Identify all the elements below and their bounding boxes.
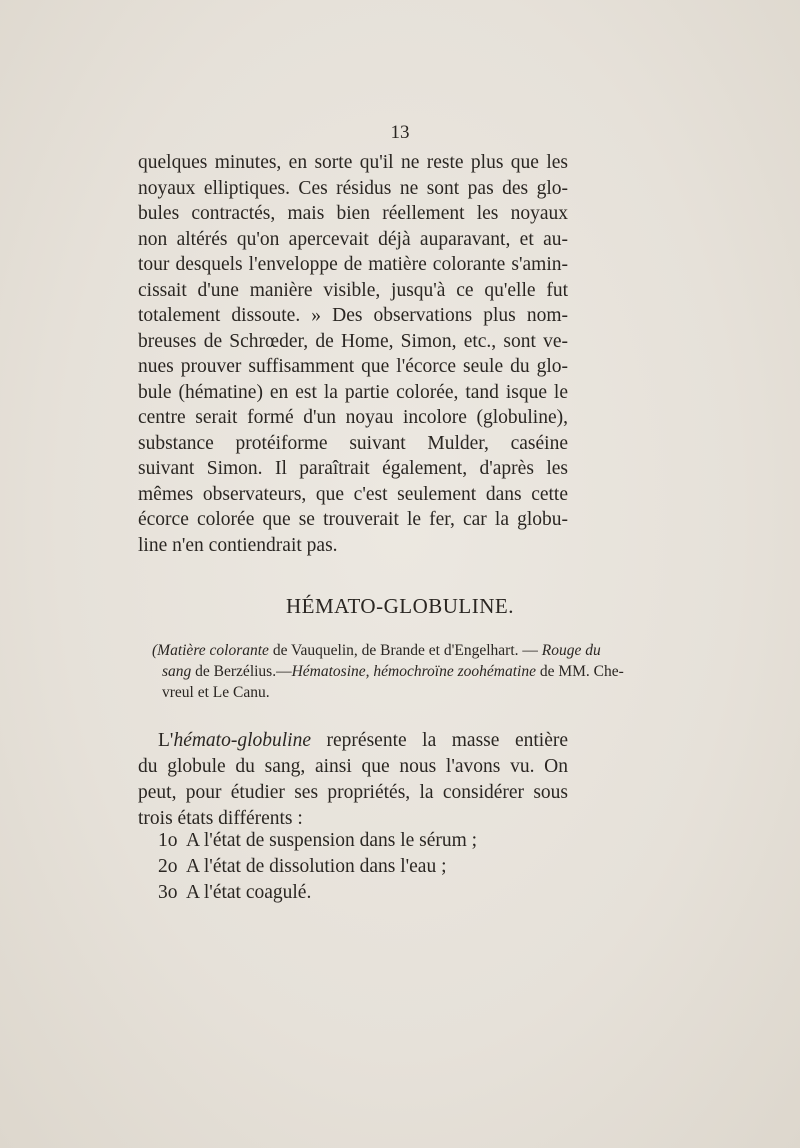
- text-line: non altérés qu'on apercevait déjà auparavant, et au-: [138, 228, 568, 250]
- note-text: de MM. Che-: [535, 663, 624, 680]
- list-item: [158, 828, 578, 854]
- note-line: vreul et Le Canu.: [162, 684, 270, 701]
- italic-term: hémato-globuline: [173, 730, 311, 751]
- list-text: A l'état de suspension dans le sérum ;: [186, 830, 478, 851]
- note-italic: sang: [162, 663, 192, 680]
- text-line: bule (hématine) en est la partie colorée, tand isque le: [138, 381, 568, 403]
- text-line: centre serait formé d'un noyau incolore (globuline),: [138, 407, 568, 428]
- note-italic: Rouge du: [541, 642, 601, 659]
- list-number: 3o: [158, 882, 178, 903]
- text-line: peut, pour étudier ses propriétés, la considérer sous: [138, 782, 568, 803]
- text-line: cissait d'une manière visible, jusqu'à ce qu'elle fut: [138, 279, 568, 301]
- paragraph-1: [138, 150, 568, 558]
- page-number: 13: [390, 122, 410, 143]
- text-line: mêmes observateurs, que c'est seulement dans cette: [138, 483, 568, 505]
- text-line: totalement dissoute. » Des observations plus nom-: [138, 305, 568, 326]
- note-italic: (Matière colorante: [152, 642, 269, 659]
- note-italic: Hématosine, hémochroïne zoohématine: [291, 663, 536, 680]
- text-line: quelques minutes, en sorte qu'il ne reste plus que les: [138, 152, 568, 173]
- paragraph-2: [138, 728, 568, 832]
- list-number: 2o: [158, 856, 178, 877]
- section-heading: HÉMATO-GLOBULINE.: [285, 594, 514, 618]
- text-line: du globule du sang, ainsi que nous l'avons vu. On: [138, 756, 568, 777]
- text-line: [138, 728, 568, 754]
- list-item: [158, 854, 578, 880]
- text-line: tour desquels l'enveloppe de matière colorante s'amin-: [138, 254, 568, 275]
- text-line: nues prouver suffisamment que l'écorce seule du glo-: [138, 356, 568, 377]
- text-line: breuses de Schrœder, de Home, Simon, etc., sont ve-: [138, 330, 568, 352]
- list-item: [158, 880, 578, 906]
- text-line: noyaux elliptiques. Ces résidus ne sont pas des glo-: [138, 177, 568, 199]
- note-line: [152, 640, 601, 661]
- text-line: bules contractés, mais bien réellement les noyaux: [138, 203, 568, 224]
- text-line: suivant Simon. Il paraîtrait également, d'après les: [138, 458, 568, 479]
- note-text: de Berzélius.—: [191, 663, 292, 680]
- note-text: de Vauquelin, de Brande et d'Engelhart. —: [268, 642, 542, 659]
- text-span: représente la masse entière: [311, 730, 568, 751]
- text-span: L': [158, 730, 174, 751]
- text-line: substance protéiforme suivant Mulder, caséine: [138, 432, 568, 454]
- list-number: 1o: [158, 830, 178, 851]
- list-text: A l'état de dissolution dans l'eau ;: [186, 856, 447, 877]
- note-line: [162, 661, 624, 682]
- text-line: écorce colorée que se trouverait le fer, car la globu-: [138, 509, 568, 530]
- text-line: line n'en contiendrait pas.: [138, 534, 338, 556]
- list-text: A l'état coagulé.: [186, 882, 312, 903]
- text-line: trois états différents :: [138, 808, 303, 829]
- synonyms-note: [152, 640, 624, 703]
- states-list: [158, 828, 578, 906]
